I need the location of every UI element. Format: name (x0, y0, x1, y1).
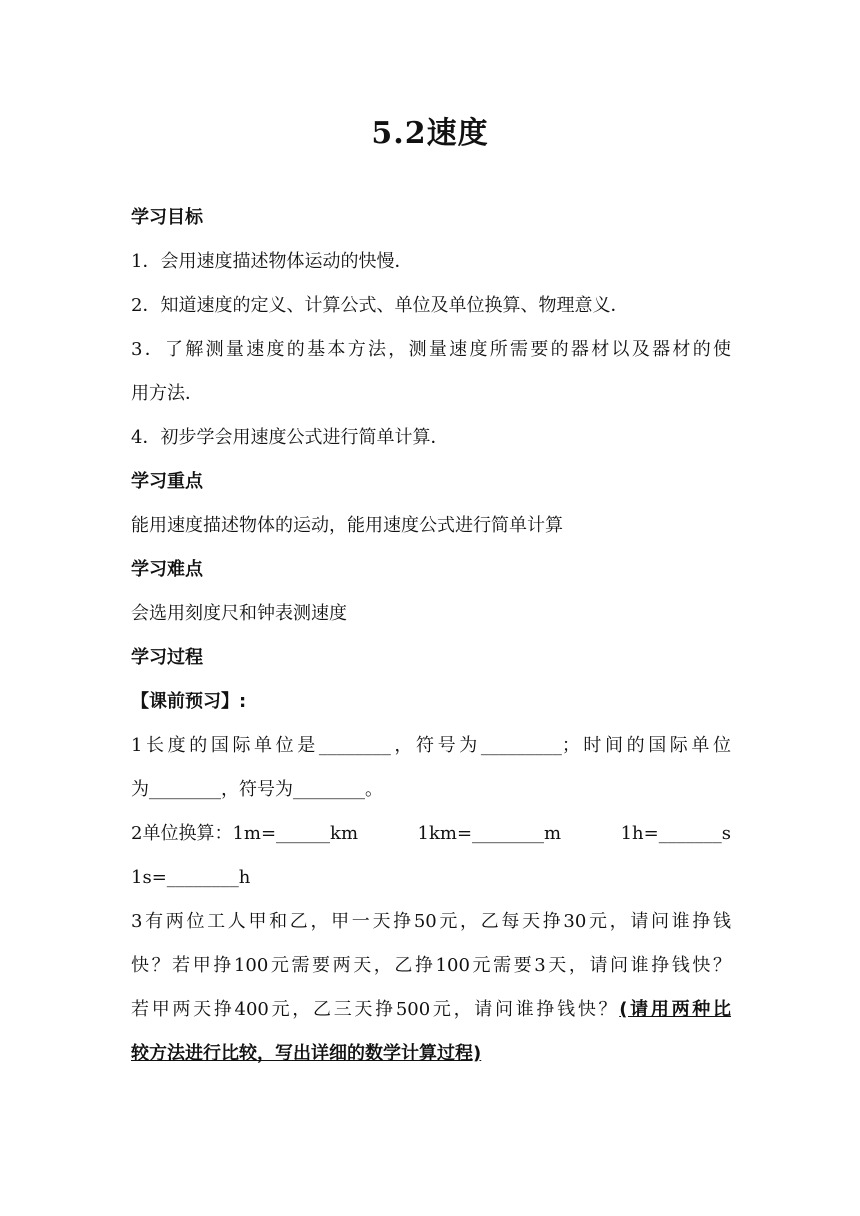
objectives-heading: 学习目标 (131, 207, 203, 228)
objective-item: 2．知道速度的定义、计算公式、单位及单位换算、物理意义． (131, 295, 629, 316)
question-3-instruction: 较方法进行比较，写出详细的数学计算过程) (131, 1043, 482, 1064)
question-1-line: 为________，符号为________。 (131, 779, 383, 800)
question-3-line (131, 988, 731, 1032)
conversion-m-km: 2单位换算：1m=______km (131, 823, 359, 844)
objective-item: 用方法． (131, 383, 203, 404)
question-3-line: 快？若甲挣100元需要两天，乙挣100元需要3天，请问谁挣钱快？ (131, 955, 731, 976)
question-1-line: 1长度的国际单位是________，符号为_________；时间的国际单位 (131, 735, 731, 756)
conversion-s-h: 1s=________h (131, 867, 251, 888)
difficulties-text: 会选用刻度尺和钟表测速度 (131, 603, 347, 624)
conversion-km-m: 1km=________m (417, 823, 562, 844)
preview-heading: 【课前预习】: (131, 691, 247, 712)
question-2-line (131, 812, 731, 856)
difficulties-heading: 学习难点 (131, 559, 203, 580)
process-heading: 学习过程 (131, 647, 203, 668)
question-3-line (131, 1032, 731, 1076)
conversion-h-s: 1h=_______s (620, 823, 731, 844)
key-points-text: 能用速度描述物体的运动，能用速度公式进行简单计算 (131, 515, 563, 536)
question-3-text: 若甲两天挣400元，乙三天挣500元，请问谁挣钱快？ (131, 999, 620, 1020)
objective-item: 1．会用速度描述物体运动的快慢． (131, 251, 413, 272)
objective-item: 3．了解测量速度的基本方法，测量速度所需要的器材以及器材的使 (131, 339, 731, 360)
document-body (131, 196, 731, 1076)
key-points-heading: 学习重点 (131, 471, 203, 492)
question-3-line: 3有两位工人甲和乙，甲一天挣50元，乙每天挣30元，请问谁挣钱 (131, 911, 731, 932)
page-title: 5.2速度 (371, 116, 489, 151)
objective-item: 4．初步学会用速度公式进行简单计算． (131, 427, 449, 448)
question-3-instruction: (请用两种比 (619, 999, 731, 1020)
